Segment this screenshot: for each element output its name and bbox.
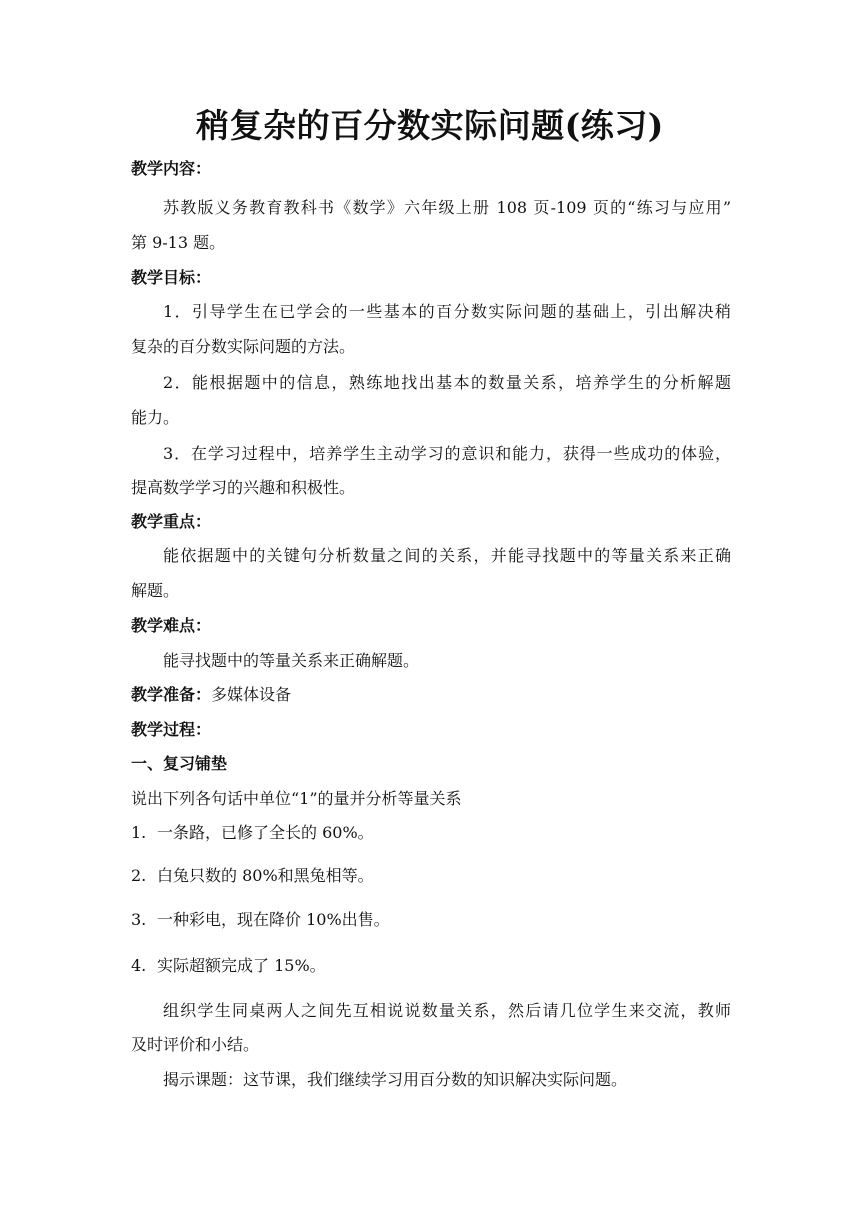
goal-1-line-2: 复杂的百分数实际问题的方法。	[131, 337, 356, 356]
difficulty-line-1: 能寻找题中的等量关系来正确解题。	[163, 651, 420, 670]
goal-2-line-1: 2．能根据题中的信息，熟练地找出基本的数量关系，培养学生的分析解题	[163, 373, 731, 392]
list-item-number: 2.	[131, 866, 147, 885]
goal-1-line-1: 1．引导学生在已学会的一些基本的百分数实际问题的基础上，引出解决稍	[163, 302, 731, 321]
preparation-heading: 教学准备：	[131, 685, 212, 704]
key-points-line-2: 解题。	[131, 581, 180, 600]
goal-2-line-2: 能力。	[131, 408, 180, 427]
list-item	[131, 864, 731, 888]
list-item-text: 一种彩电，现在降价 10%出售。	[157, 910, 390, 929]
goal-3-line-2: 提高数学学习的兴趣和积极性。	[131, 478, 356, 497]
list-item-number: 4.	[131, 956, 147, 975]
list-item	[131, 908, 731, 932]
page-title: 稍复杂的百分数实际问题(练习)	[196, 106, 664, 145]
content-paragraph-line-2: 第 9-13 题。	[131, 233, 226, 252]
list-item	[131, 954, 731, 978]
list-item-text: 一条路，已修了全长的 60%。	[157, 823, 374, 842]
difficulty-heading: 教学难点：	[131, 616, 212, 635]
list-item	[131, 821, 731, 845]
preparation-line	[131, 683, 731, 707]
list-item-text: 实际超额完成了 15%。	[157, 956, 326, 975]
part-1-heading: 一、复习铺垫	[131, 754, 228, 773]
reveal-topic-line: 揭示课题：这节课，我们继续学习用百分数的知识解决实际问题。	[163, 1070, 628, 1089]
preparation-value: 多媒体设备	[211, 685, 292, 704]
goal-3-line-1: 3．在学习过程中，培养学生主动学习的意识和能力，获得一些成功的体验，	[163, 444, 731, 463]
process-heading: 教学过程：	[131, 720, 212, 739]
list-item-number: 1.	[131, 823, 147, 842]
key-points-line-1: 能依据题中的关键句分析数量之间的关系，并能寻找题中的等量关系来正确	[163, 546, 731, 565]
list-item-text: 白兔只数的 80%和黑兔相等。	[157, 866, 374, 885]
organize-paragraph-line-1: 组织学生同桌两人之间先互相说说数量关系，然后请几位学生来交流，教师	[163, 1001, 731, 1020]
content-heading: 教学内容：	[131, 159, 212, 178]
list-item-number: 3.	[131, 910, 147, 929]
goals-heading: 教学目标：	[131, 268, 212, 287]
organize-paragraph-line-2: 及时评价和小结。	[131, 1035, 260, 1054]
key-points-heading: 教学重点：	[131, 512, 212, 531]
part-1-intro: 说出下列各句话中单位“1”的量并分析等量关系	[131, 789, 462, 808]
content-paragraph-line-1: 苏教版义务教育教科书《数学》六年级上册 108 页-109 页的“练习与应用”	[163, 198, 731, 217]
